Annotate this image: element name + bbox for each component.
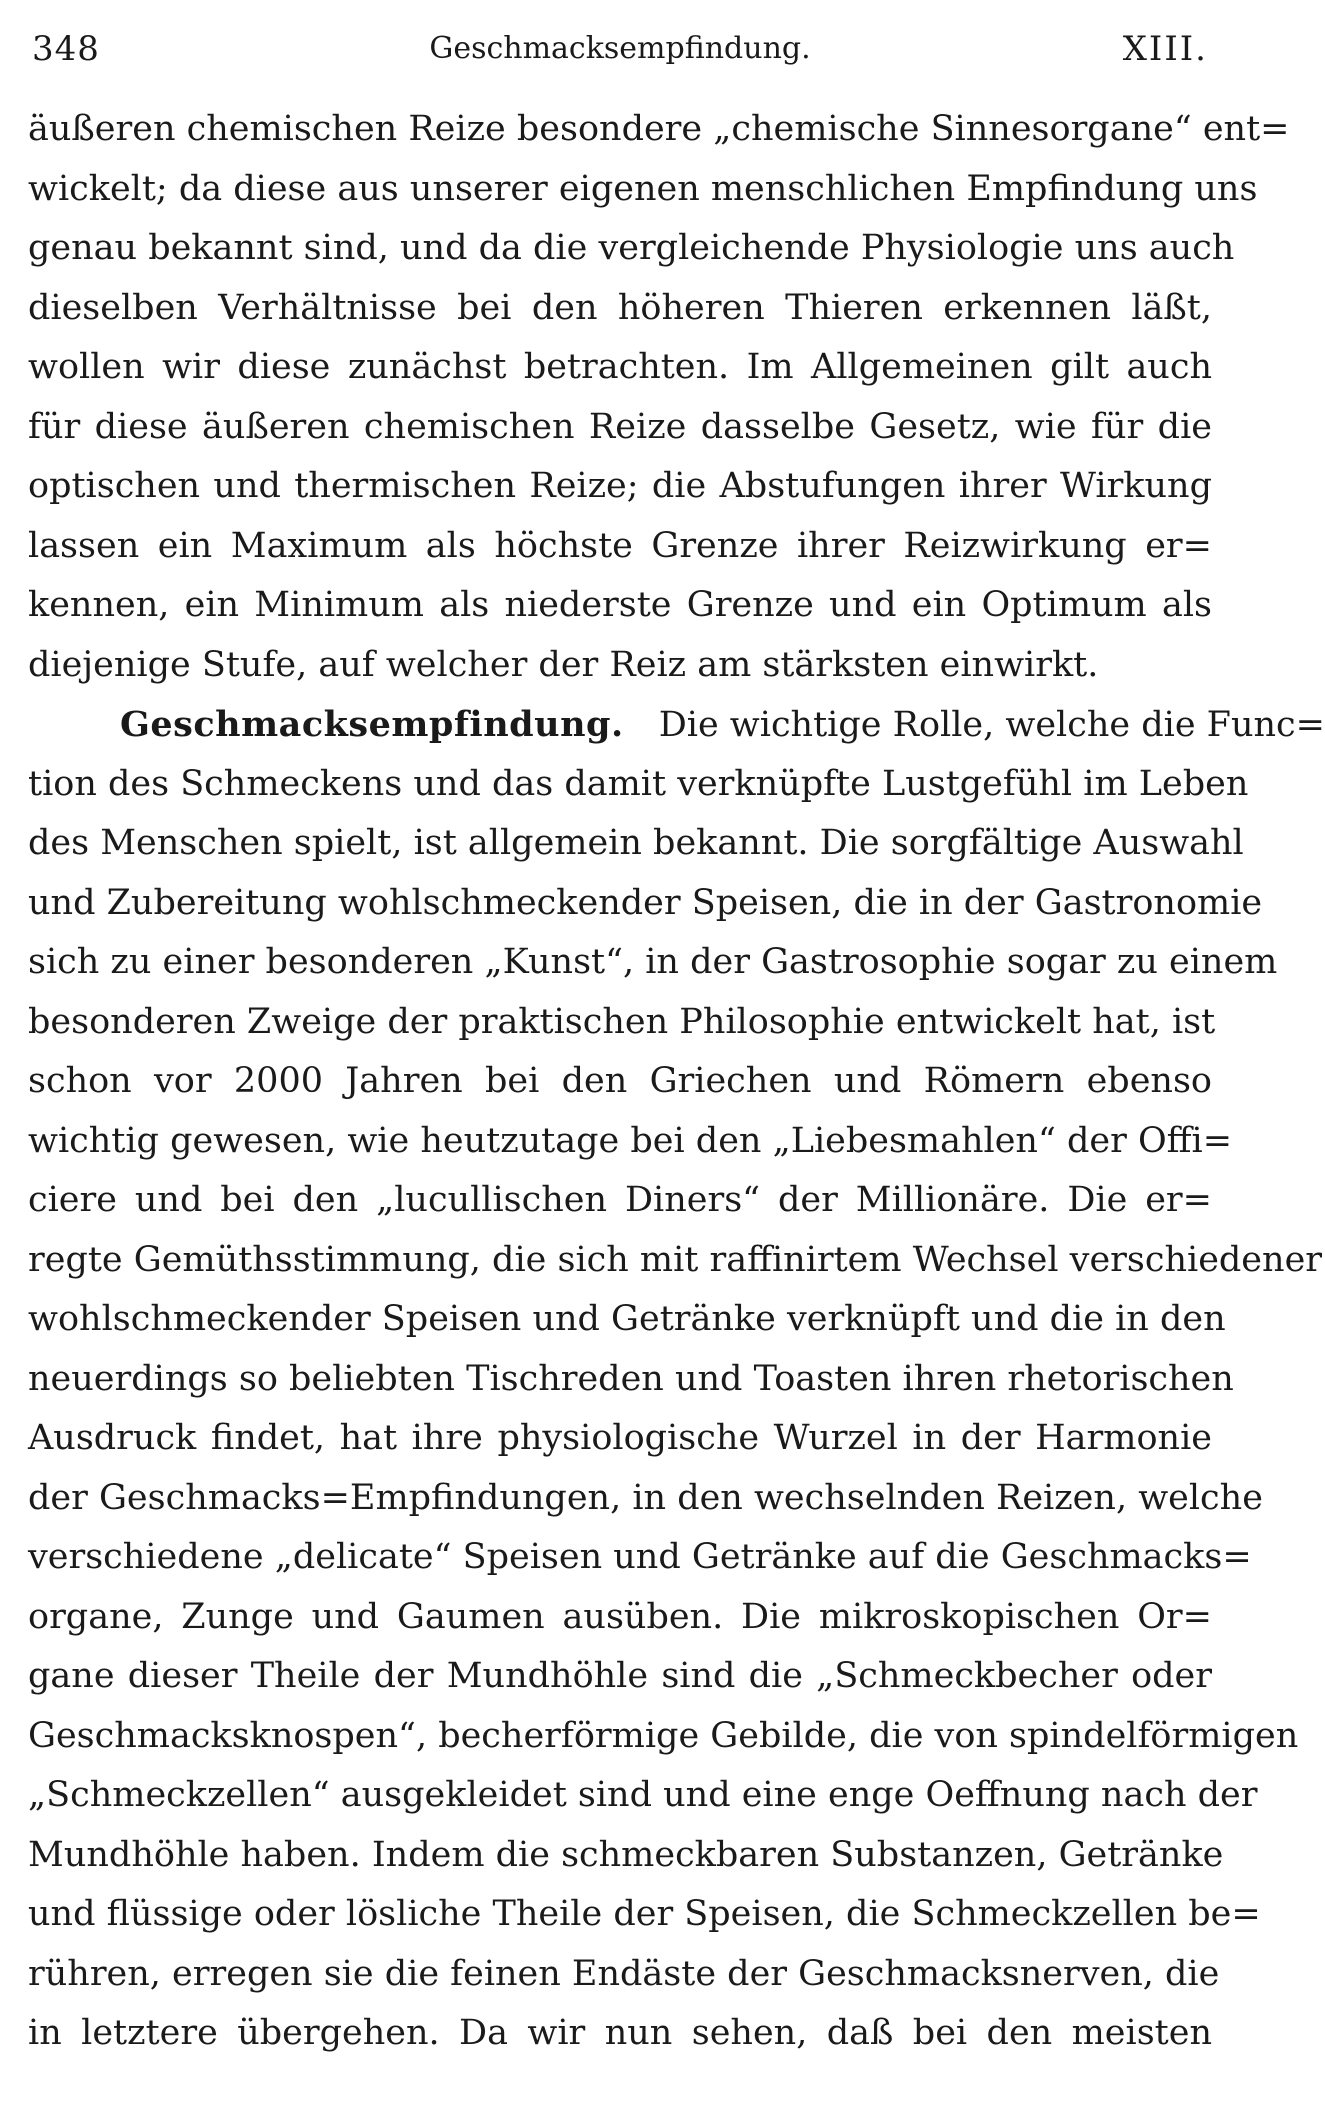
paragraph-first-line [28, 695, 1325, 755]
text-line: wohlschmeckender Speisen und Getränke verknüpft und die in den [28, 1299, 1226, 1339]
text-line: rühren, erregen sie die feinen Endäste der Geschmacksnerven, die [28, 1953, 1220, 1994]
text-line: regte Gemüthsstimmung, die sich mit raffinirtem Wechsel verschiedener [28, 1239, 1323, 1280]
text-line: gane dieser Theile der Mundhöhle sind die „Schmeckbecher oder [28, 1656, 1212, 1696]
text-line: besonderen Zweige der praktischen Philosophie entwickelt hat, ist [28, 1001, 1216, 1042]
text-line: dieselben Verhältnisse bei den höheren Thieren erkennen läßt, [28, 287, 1212, 328]
text-line: und flüssige oder lösliche Theile der Speisen, die Schmeckzellen be= [28, 1894, 1261, 1934]
text-line: schon vor 2000 Jahren bei den Griechen und Römern ebenso [28, 1061, 1212, 1101]
text-line: Mundhöhle haben. Indem die schmeckbaren Substanzen, Getränke [28, 1834, 1224, 1875]
section-headword: Geschmacksempfindung. [120, 704, 624, 745]
page-number: 348 [32, 29, 100, 69]
text-line: optischen und thermischen Reize; die Abstufungen ihrer Wirkung [28, 466, 1212, 506]
text-line: äußeren chemischen Reize besondere „chemische Sinnesorgane“ ent= [28, 109, 1290, 149]
text-line: für diese äußeren chemischen Reize dasselbe Gesetz, wie für die [28, 406, 1212, 447]
text-line: neuerdings so beliebten Tischreden und Toasten ihren rhetorischen [28, 1358, 1234, 1399]
text-line: ciere und bei den „lucullischen Diners“ der Millionäre. Die er= [28, 1180, 1212, 1220]
text-line: kennen, ein Minimum als niederste Grenze und ein Optimum als [28, 585, 1212, 625]
text-line: in letztere übergehen. Da wir nun sehen, daß bei den meisten [28, 2013, 1212, 2053]
text-line: Ausdruck findet, hat ihre physiologische Wurzel in der Harmonie [28, 1418, 1212, 1458]
text-line: des Menschen spielt, ist allgemein bekannt. Die sorgfältige Auswahl [28, 823, 1244, 863]
text-line: wickelt; da diese aus unserer eigenen menschlichen Empfindung uns [28, 168, 1258, 209]
first-line-text: Die wichtige Rolle, welche die Func= [658, 705, 1325, 745]
running-title: Geschmacksempfindung. [429, 31, 811, 66]
text-line: genau bekannt sind, und da die vergleichende Physiologie uns auch [28, 228, 1235, 268]
paragraph-2 [28, 695, 1325, 2064]
running-header [28, 24, 1212, 74]
text-line: „Schmeckzellen“ ausgekleidet sind und eine enge Oeffnung nach der [28, 1775, 1258, 1815]
text-line: wichtig gewesen, wie heutzutage bei den „Liebesmahlen“ der Offi= [28, 1120, 1233, 1161]
chapter-number: XIII. [1122, 29, 1208, 69]
text-line: sich zu einer besonderen „Kunst“, in der Gastrosophie sogar zu einem [28, 942, 1278, 982]
text-line: verschiedene „delicate“ Speisen und Getränke auf die Geschmacks= [28, 1537, 1252, 1577]
body-text [28, 100, 1325, 2064]
text-line: und Zubereitung wohlschmeckender Speisen, die in der Gastronomie [28, 882, 1263, 923]
paragraph-1 [28, 100, 1290, 695]
text-line: lassen ein Maximum als höchste Grenze ihrer Reizwirkung er= [28, 525, 1212, 566]
text-line: wollen wir diese zunächst betrachten. Im Allgemeinen gilt auch [28, 347, 1212, 387]
text-line: der Geschmacks=Empfindungen, in den wechselnden Reizen, welche [28, 1477, 1263, 1518]
text-line: organe, Zunge und Gaumen ausüben. Die mikroskopischen Or= [28, 1596, 1212, 1637]
text-line: tion des Schmeckens und das damit verknüpfte Lustgefühl im Leben [28, 763, 1249, 804]
text-line: diejenige Stufe, auf welcher der Reiz am stärksten einwirkt. [28, 644, 1099, 685]
text-line: Geschmacksknospen“, becherförmige Gebilde, die von spindelförmigen [28, 1715, 1299, 1756]
